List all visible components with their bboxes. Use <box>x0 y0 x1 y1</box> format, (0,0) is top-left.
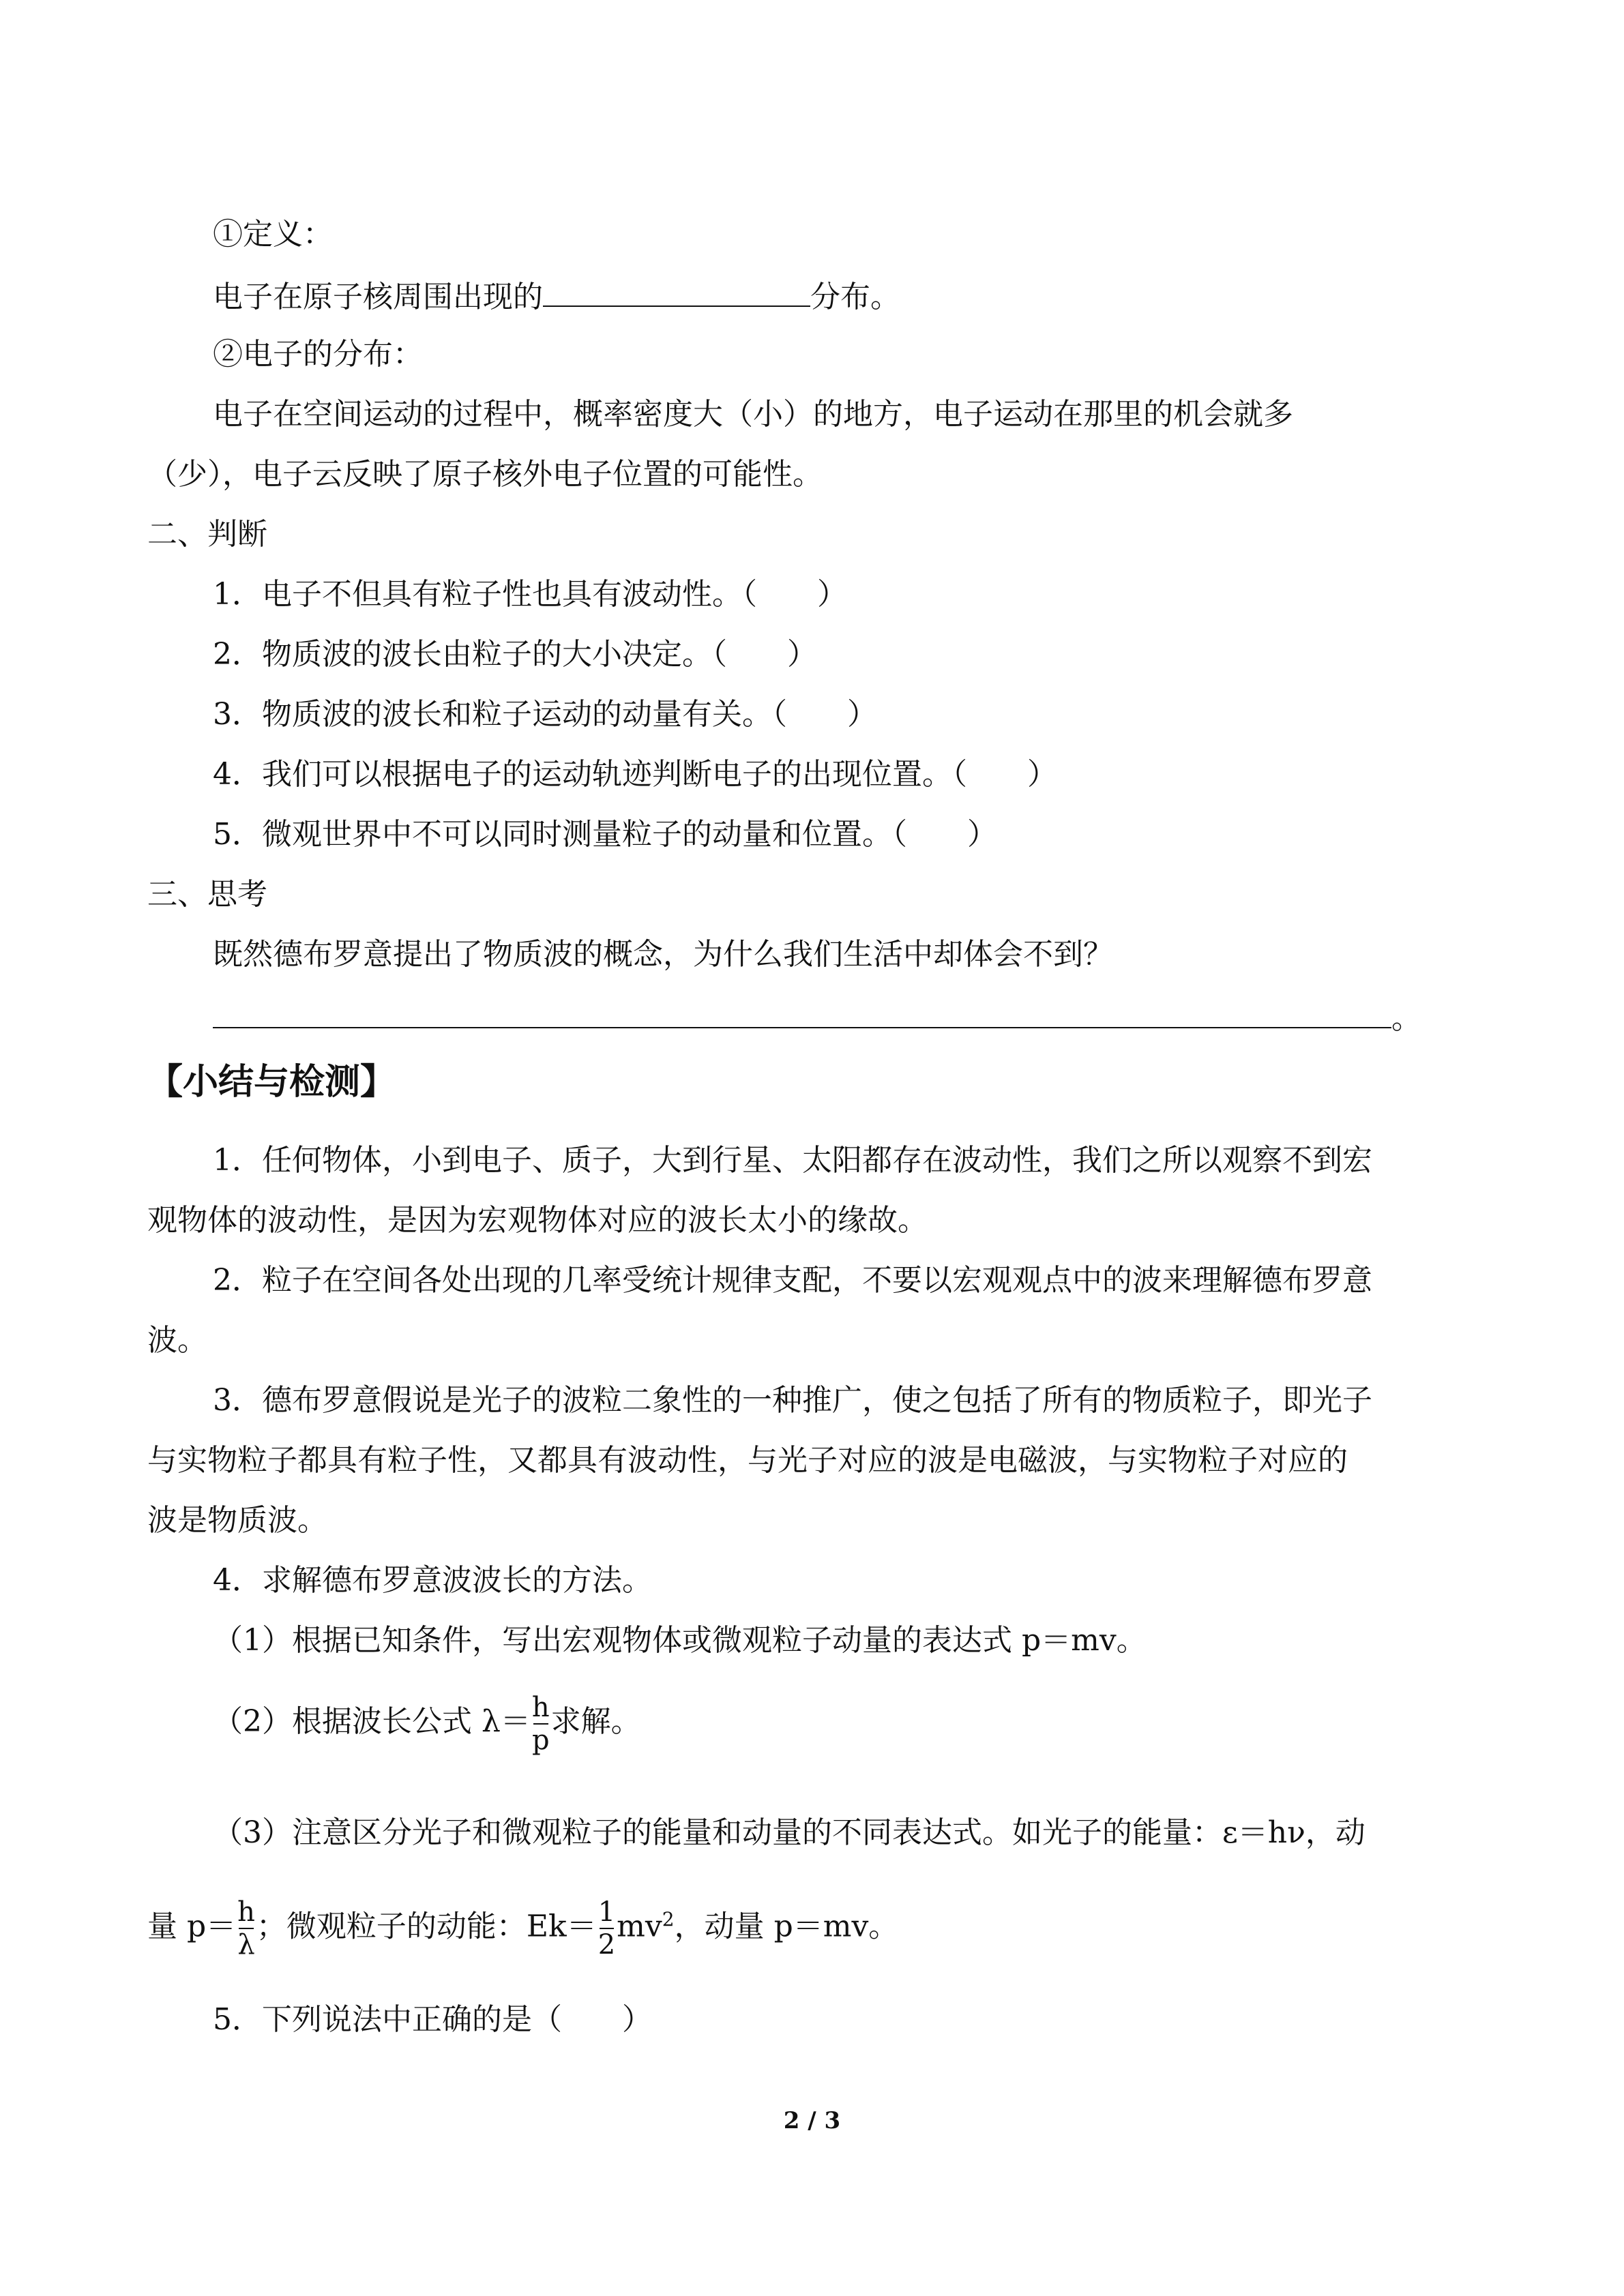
section-judge-title: 二、判断 <box>147 517 267 552</box>
summary-p2-line-1: 2．粒子在空间各处出现的几率受统计规律支配，不要以宏观观点中的波来理解德布罗意 <box>213 1263 1372 1298</box>
definition-blank[interactable] <box>543 274 810 307</box>
summary-p3-line-1: 3．德布罗意假说是光子的波粒二象性的一种推广，使之包括了所有的物质粒子，即光子 <box>213 1383 1372 1418</box>
method-step-1: （1）根据已知条件，写出宏观物体或微观粒子动量的表达式 p＝mv。 <box>213 1623 1147 1658</box>
method-step-2 <box>213 1684 641 1759</box>
definition-text-after: 分布。 <box>810 280 900 314</box>
judge-item-1: 1．电子不但具有粒子性也具有波动性。（ ） <box>213 577 847 612</box>
fraction-denominator: p <box>531 1724 550 1756</box>
step3-text-c: mv <box>617 1909 662 1944</box>
fraction-denominator: λ <box>237 1929 255 1961</box>
section-think-title: 三、思考 <box>147 877 267 912</box>
summary-p1-line-2: 观物体的波动性，是因为宏观物体对应的波长太小的缘故。 <box>147 1203 928 1238</box>
summary-p4-title: 4．求解德布罗意波波长的方法。 <box>213 1563 652 1598</box>
think-question: 既然德布罗意提出了物质波的概念，为什么我们生活中却体会不到？ <box>213 937 1113 972</box>
definition-sentence <box>213 274 900 318</box>
step3-superscript: 2 <box>662 1908 675 1930</box>
definition-text-before: 电子在原子核周围出现的 <box>213 280 543 314</box>
think-answer-end: 。 <box>1391 1001 1421 1036</box>
summary-p1-line-1: 1．任何物体，小到电子、质子，大到行星、太阳都存在波动性，我们之所以观察不到宏 <box>213 1143 1372 1178</box>
judge-item-4: 4．我们可以根据电子的运动轨迹判断电子的出现位置。（ ） <box>213 757 1057 792</box>
method-step-3-line-1: （3）注意区分光子和微观粒子的能量和动量的不同表达式。如光子的能量：ε＝hν，动 <box>213 1815 1365 1850</box>
fraction-denominator: 2 <box>597 1929 616 1961</box>
fraction-numerator: h <box>237 1896 255 1928</box>
fraction-numerator: h <box>531 1691 550 1723</box>
question-5: 5．下列说法中正确的是（ ） <box>213 2002 652 2037</box>
half-fraction <box>598 1896 615 1960</box>
summary-heading: 【小结与检测】 <box>147 1061 396 1103</box>
think-answer-blank[interactable] <box>213 996 1391 1028</box>
momentum-fraction <box>237 1896 255 1960</box>
fraction-numerator: 1 <box>597 1896 616 1928</box>
distribution-label: ②电子的分布： <box>213 337 423 372</box>
summary-p2-line-2: 波。 <box>147 1323 207 1358</box>
think-answer-line <box>213 996 1421 1039</box>
judge-item-5: 5．微观世界中不可以同时测量粒子的动量和位置。（ ） <box>213 817 997 852</box>
step3-text-b: ；微观粒子的动能：Ek＝ <box>256 1909 597 1944</box>
summary-p3-line-2: 与实物粒子都具有粒子性，又都具有波动性，与光子对应的波是电磁波，与实物粒子对应的 <box>147 1443 1348 1478</box>
definition-label: ①定义： <box>213 217 333 252</box>
step2-text-after: 求解。 <box>550 1704 641 1739</box>
step3-text-a: 量 p＝ <box>147 1909 237 1944</box>
distribution-line-2: （少），电子云反映了原子核外电子位置的可能性。 <box>147 457 823 492</box>
judge-item-2: 2．物质波的波长由粒子的大小决定。（ ） <box>213 637 817 672</box>
summary-p3-line-3: 波是物质波。 <box>147 1503 327 1538</box>
judge-item-3: 3．物质波的波长和粒子运动的动量有关。（ ） <box>213 697 877 732</box>
wavelength-fraction <box>532 1692 550 1756</box>
method-step-3-line-2 <box>147 1882 898 1965</box>
distribution-line-1: 电子在空间运动的过程中，概率密度大（小）的地方，电子运动在那里的机会就多 <box>213 397 1293 432</box>
step3-text-d: ，动量 p＝mv。 <box>674 1909 899 1944</box>
page-number: 2 / 3 <box>783 2107 841 2134</box>
step2-text-before: （2）根据波长公式 λ＝ <box>213 1704 531 1739</box>
